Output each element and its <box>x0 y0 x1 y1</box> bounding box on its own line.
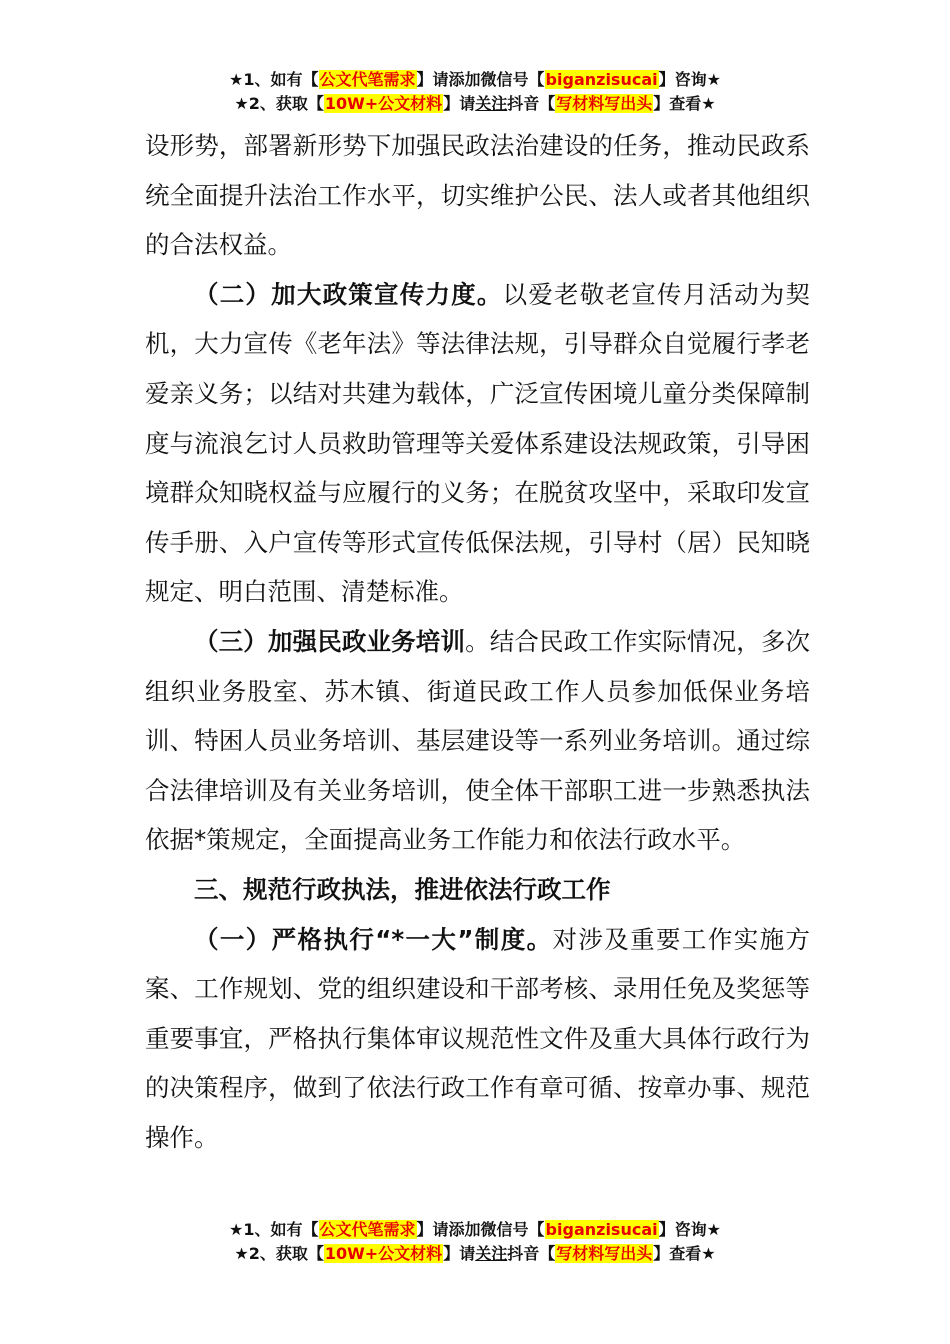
promo-highlight-wechat: biganzisucai <box>545 1220 658 1239</box>
promo-text: ★1、如有【 <box>229 70 319 89</box>
promo-text: 抖音【 <box>507 94 556 113</box>
promo-highlight: 10W+公文材料 <box>324 94 443 113</box>
paragraph-text: 以爱老敬老宣传月活动为契机，大力宣传《老年法》等法律法规，引导群众自觉履行孝老爱亲义务；以结对共建为载体，广泛宣传困境儿童分类保障制度与流浪乞讨人员救助管理等关爱体系建设法规政策，引导困境群众知晓权益与应履行的义务；在脱贫攻坚中，采取印发宣传手册、入户宣传等形式宣传低保法规，引导村（居）民知晓规定、明白范围、清楚标准。 <box>145 279 810 607</box>
paragraph-policy-publicity <box>145 270 810 617</box>
promo-line-1 <box>0 1218 950 1242</box>
promo-text: 】请 <box>443 1244 476 1263</box>
promo-text: ★2、获取【 <box>234 1244 324 1263</box>
paragraph-continued <box>145 121 810 270</box>
paragraph-text: 。结合民政工作实际情况，多次组织业务股室、苏木镇、街道民政工作人员参加低保业务培训、特困人员业务培训、基层建设等一系列业务培训。通过综合法律培训及有关业务培训，使全体干部职工进一步熟悉执法依据*策规定，全面提高业务工作能力和依法行政水平。 <box>145 626 811 855</box>
paragraph-text: 对涉及重要工作实施方案、工作规划、党的组织建设和干部考核、录用任免及奖惩等重要事宜，严格执行集体审议规范性文件及重大具体行政行为的决策程序，做到了依法行政工作有章可循、按章办事、规范操作。 <box>145 924 810 1152</box>
document-body <box>145 121 810 1162</box>
promo-highlight: 公文代笔需求 <box>319 1220 416 1239</box>
promo-highlight: 10W+公文材料 <box>324 1244 443 1263</box>
promo-text: 】请添加微信号【 <box>416 1220 545 1239</box>
section-heading: 三、规范行政执法，推进依法行政工作 <box>194 874 611 904</box>
promo-text: 】查看★ <box>653 1244 716 1263</box>
paragraph-title: （一）严格执行“*一大”制度。 <box>194 924 553 954</box>
promo-underlined: 关注 <box>475 1244 508 1263</box>
promo-text: 】查看★ <box>653 94 716 113</box>
paragraph-title: （三）加强民政业务培训 <box>194 626 466 656</box>
promo-text: 】咨询★ <box>658 1220 721 1239</box>
promo-text: ★1、如有【 <box>229 1220 319 1239</box>
promo-highlight: 公文代笔需求 <box>319 70 416 89</box>
paragraph-system <box>145 915 810 1163</box>
promo-line-2 <box>0 1242 950 1266</box>
paragraph-title: （二）加大政策宣传力度。 <box>194 279 503 309</box>
promo-text: 抖音【 <box>507 1244 556 1263</box>
promo-line-1 <box>0 68 950 92</box>
promo-highlight-douyin: 写材料写出头 <box>556 94 653 113</box>
promo-line-2 <box>0 92 950 116</box>
promo-highlight-wechat: biganzisucai <box>545 70 658 89</box>
promo-text: 】请 <box>443 94 476 113</box>
promo-banner-bottom <box>0 1218 950 1266</box>
promo-underlined: 关注 <box>475 94 508 113</box>
promo-banner-top <box>0 68 950 116</box>
promo-text: 】咨询★ <box>658 70 721 89</box>
promo-text: 】请添加微信号【 <box>416 70 545 89</box>
promo-text: ★2、获取【 <box>234 94 324 113</box>
promo-highlight-douyin: 写材料写出头 <box>556 1244 653 1263</box>
paragraph-training <box>145 617 810 865</box>
paragraph-text: 设形势，部署新形势下加强民政法治建设的任务，推动民政系统全面提升法治工作水平，切实维护公民、法人或者其他组织的合法权益。 <box>145 131 810 260</box>
